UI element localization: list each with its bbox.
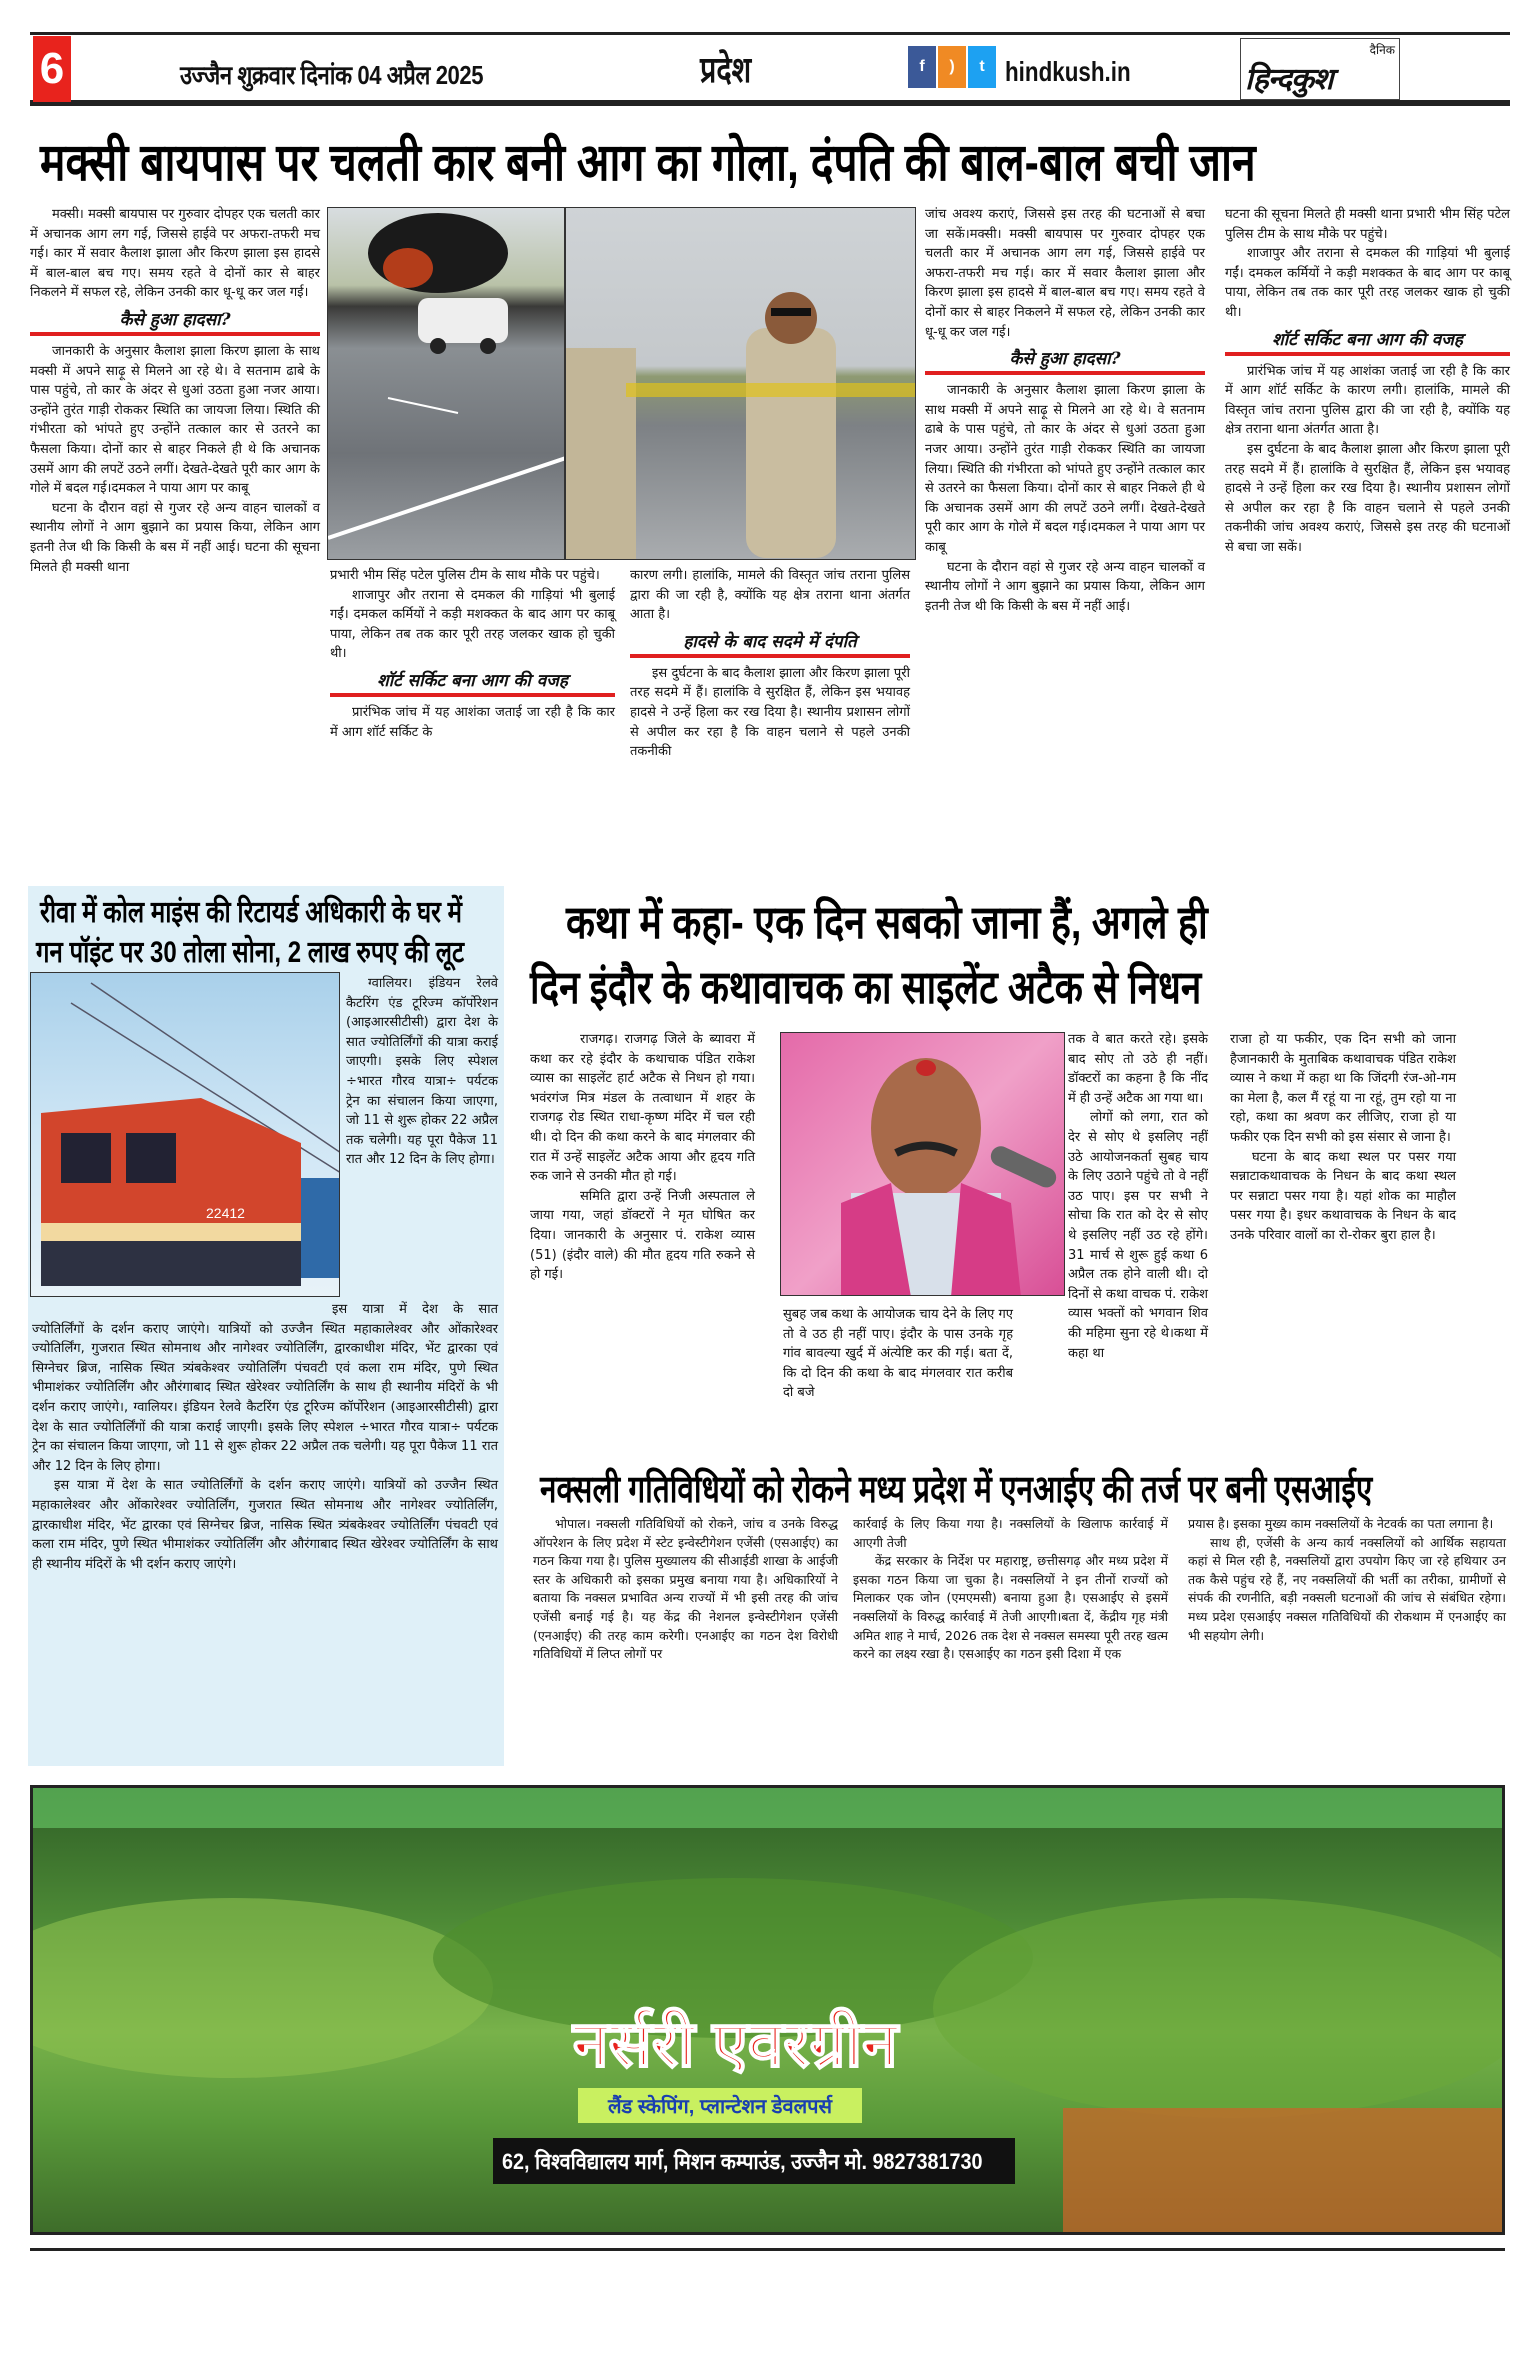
rss-icon[interactable]: )	[938, 46, 966, 88]
section-title: प्रदेश	[700, 49, 752, 90]
paragraph: कार्रवाई के लिए किया गया है। नक्सलियों के खिलाफ कार्रवाई में आएगी तेजी	[853, 1516, 1168, 1550]
paragraph: साथ ही, एजेंसी के अन्य कार्य नक्सलियों को आर्थिक सहायता कहां से मिल रही है, नक्सलियों द्वारा उपयोग किए जा रहे हथियार उन तक कैसे पहुंच रहे हैं, नए नक्सलियों की भर्ती का तरीका, ग्रामीणों से संपर्क की रणनीति, बड़ी नक्सली घटनाओं की जांच से संबंधित रहेगा। मध्य प्रदेश एसआईए नक्सल गतिविधियों की रोकथाम में एनआईए का भी सहयोग लेगी।	[1188, 1534, 1506, 1643]
paragraph: इस दुर्घटना के बाद कैलाश झाला और किरण झाला पूरी तरह सदमे में हैं। हालांकि वे सुरक्षित हैं, लेकिन इस भयावह हादसे ने उन्हें हिला कर रख दिया है। स्थानीय प्रशासन लोगों से अपील कर रहा है कि वाहन चलाने से पहले उनकी तकनीकी	[630, 665, 910, 760]
police-officer-photo	[565, 207, 916, 560]
kathavachak-photo	[780, 1032, 1065, 1296]
paragraph: राजगढ़। राजगढ़ जिले के ब्यावरा में कथा कर रहे इंदौर के कथाचाक पंडित राकेश व्यास का साइलेंट हार्ट अटैक से निधन हो गया। भवंरगंज मित्र मंडल के तत्वाधान में शहर के राजगढ़ रोड स्थित राधा-कृष्ण मंदिर में चल रही थी। दो दिन की कथा करने के बाद मंगलवार की रात में उन्हें साइलेंट अटैक आया और हृदय गति रुक जाने से उनकी मौत हो गई।	[530, 1032, 755, 1185]
story1-headline: मक्सी बायपास पर चलती कार बनी आग का गोला, दंपति की बाल-बाल बची जान	[40, 134, 1256, 192]
paragraph: प्रयास है। इसका मुख्य काम नक्सलियों के नेटवर्क का पता लगाना है।	[1188, 1516, 1494, 1531]
red-rule	[630, 654, 910, 658]
logo-small-text: दैनिक	[1369, 43, 1395, 57]
social-links	[908, 46, 996, 88]
nursery-advertisement[interactable]	[30, 1785, 1505, 2235]
story3-column-1	[530, 1030, 755, 1285]
paragraph: मक्सी। मक्सी बायपास पर गुरुवार दोपहर एक चलती कार में अचानक आग लग गई, जिससे हाईवे पर अफरा-तफरी मच गई। कार में सवार कैलाश झाला और किरण झाला इस हादसे में बाल-बाल बच गए। समय रहते वे दोनों कार से बाहर निकलने में सफल रहे, लेकिन उनकी कार धू-धू कर जल गई।	[30, 207, 320, 301]
subheading: शॉर्ट सर्किट बना आग की वजह	[1272, 329, 1463, 350]
red-rule	[1225, 352, 1510, 356]
car-fire-photo	[327, 207, 565, 560]
paragraph: इस दुर्घटना के बाद कैलाश झाला और किरण झाला पूरी तरह सदमे में हैं। हालांकि वे सुरक्षित हैं, लेकिन इस भयावह हादसे ने उन्हें हिला कर रख दिया है। स्थानीय प्रशासन लोगों से अपील कर रहा है कि वाहन चलाने से पहले उनकी तकनीकी जांच अवश्य कराएं, जिससे इस तरह की घटनाओं से बचा जा सकें।	[1225, 441, 1510, 555]
story4-column-2	[853, 1515, 1168, 1664]
subheading: शॉर्ट सर्किट बना आग की वजह	[377, 670, 568, 691]
story2-body	[32, 1300, 498, 1574]
story1-column-2	[330, 566, 615, 742]
red-rule	[925, 371, 1205, 375]
story4-column-3	[1188, 1515, 1506, 1645]
story1-column-3	[630, 566, 910, 762]
advert-address: 62, विश्वविद्यालय मार्ग, मिशन कम्पाउंड, उज्जैन मो. 9827381730	[493, 2138, 1015, 2184]
paragraph: जानकारी के अनुसार कैलाश झाला किरण झाला के साथ मक्सी में अपने साढ़ू से मिलने आ रहे थे। वे सतनाम ढाबे के पास पहुंचे, तो कार के अंदर से धुआं उठता हुआ नजर आया। उन्होंने तुरंत गाड़ी रोककर स्थिति का जायजा लिया। स्थिति की गंभीरता को भांपते हुए उन्होंने तत्काल कार से उतरने का फैसला किया। दोनों कार से बाहर निकले ही थे कि अचानक उसमें आग की लपटें उठने लगीं। देखते-देखते पूरी कार आग के गोले में बदल गई।दमकल ने पाया आग पर काबू	[30, 343, 320, 497]
paragraph: शाजापुर और तराना से दमकल की गाड़ियां भी बुलाई गईं। दमकल कर्मियों ने कड़ी मशक्कत के बाद आग पर काबू पाया, लेकिन तब तक कार पूरी तरह जलकर खाक हो चुकी थी।	[330, 587, 615, 662]
story2-side-column	[346, 974, 498, 1170]
train-illustration	[30, 972, 340, 1297]
burning-car-illustration	[328, 208, 565, 560]
story2-headline-line-2: गन पॉइंट पर 30 तोला सोना, 2 लाख रुपए की लूट	[36, 936, 465, 969]
train-drawing	[31, 973, 340, 1297]
paragraph: प्रभारी भीम सिंह पटेल पुलिस टीम के साथ मौके पर पहुंचे।	[330, 568, 600, 583]
story3-headline-line-1: कथा में कहा- एक दिन सबको जाना हैं, अगले ही	[566, 896, 1208, 948]
paragraph: राजा हो या फकीर, एक दिन सभी को जाना हैजानकारी के मुताबिक कथावाचक पंडित राकेश व्यास ने कथा में कहा था कि जिंदगी रंज-ओ-गम का मेला है, कल मैं रहूं या ना रहूं, तुम रहो या ना रहो, कथा का श्रवण कर लीजिए, राजा हो या फकीर एक दिन सभी को इस संसार से जाना है।	[1230, 1032, 1456, 1145]
paragraph: इस यात्रा में देश के सात ज्योतिर्लिंगों के दर्शन कराए जाएंगे। यात्रियों को उज्जैन स्थित महाकालेश्वर और ओंकारेश्वर ज्योतिर्लिंग, गुजरात स्थित सोमनाथ और नागेश्वर ज्योतिर्लिंग, द्वारकाधीश मंदिर, भेंट द्वारका एवं सिग्नेचर ब्रिज, नासिक स्थित त्र्यंबकेश्वर ज्योतिर्लिंग पंचवटी एवं कला राम मंदिर, पुणे स्थित भीमाशंकर ज्योतिर्लिंग और औरंगाबाद स्थित खेरेश्वर ज्योतिर्लिंग के साथ ही स्थानीय मंदिरों के भी दर्शन कराए जाएंगे।, ग्वालियर। इंडियन रेलवे कैटरिंग एंड टूरिज्म कॉर्पोरेशन (आइआरसीटीसी) द्वारा देश के सात ज्योतिर्लिंगों की यात्रा कराई जाएगी। इसके लिए स्पेशल ÷भारत गौरव यात्रा÷ पर्यटक ट्रेन का संचालन किया जाएगा, जो 11 से शुरू होकर 22 अप्रैल तक चलेगी। यह पूरा पैकेज 11 रात और 12 दिन के लिए होगा।	[32, 1302, 498, 1474]
paragraph: समिति द्वारा उन्हें निजी अस्पताल ले जाया गया, जहां डॉक्टरों ने मृत घोषित कर दिया। जानकारी के अनुसार पं. राकेश व्यास (51) (इंदौर वाले) की मौत हृदय गति रुकने से हो गई।	[530, 1188, 755, 1283]
paragraph: शाजापुर और तराना से दमकल की गाड़ियां भी बुलाई गईं। दमकल कर्मियों ने कड़ी मशक्कत के बाद आग पर काबू पाया, लेकिन तब तक कार पूरी तरह जलकर खाक हो चुकी थी।	[1225, 246, 1510, 320]
paragraph: सुबह जब कथा के आयोजक चाय देने के लिए गए तो वे उठ ही नहीं पाए। इंदौर के पास उनके गृह गांव बावल्या खुर्द में अंत्येष्टि कर की गई। बता दें, कि दो दिन की कथा के बाद मंगलवार रात करीब दो बजे	[783, 1307, 1013, 1401]
website-link[interactable]: hindkush.in	[1005, 56, 1131, 87]
story3-column-3	[1068, 1030, 1208, 1363]
story2-headline-line-1: रीवा में कोल माइंस की रिटायर्ड अधिकारी के घर में	[40, 896, 462, 929]
red-rule	[30, 332, 320, 336]
story3-column-2	[783, 1305, 1013, 1403]
page-number: 6	[33, 36, 71, 102]
paragraph: भोपाल। नक्सली गतिविधियों को रोकने, जांच व उनके विरुद्ध ऑपरेशन के लिए प्रदेश में स्टेट इन्वेस्टीगेशन एजेंसी (एसआईए) का गठन किया गया है। पुलिस मुख्यालय की सीआईडी शाखा के आईजी स्तर के अधिकारी को इसका प्रमुख बनाया गया है। अधिकारियों ने बताया कि नक्सल प्रभावित अन्य राज्यों में भी इसी तरह की जांच एजेंसी बनाई गई है। यह केंद्र की नेशनल इन्वेस्टीगेशन एजेंसी (एनआईए) की तरह काम करेगी। एनआईए का गठन देश विरोधी गतिविधियों में लिप्त लोगों पर	[533, 1516, 838, 1662]
story3-column-4	[1230, 1030, 1456, 1246]
paragraph: प्रारंभिक जांच में यह आशंका जताई जा रही है कि कार में आग शॉर्ट सर्किट के	[330, 704, 615, 740]
story4-headline: नक्सली गतिविधियों को रोकने मध्य प्रदेश में एनआईए की तर्ज पर बनी एसआईए	[540, 1469, 1373, 1511]
logo-main-text: हिन्दकुश	[1245, 62, 1333, 97]
advert-title: नर्सरी एवरग्रीन	[573, 2008, 898, 2080]
paragraph: जानकारी के अनुसार कैलाश झाला किरण झाला के साथ मक्सी में अपने साढ़ू से मिलने आ रहे थे। वे सतनाम ढाबे के पास पहुंचे, तो कार के अंदर से धुआं उठता हुआ नजर आया। उन्होंने तुरंत गाड़ी रोककर स्थिति का जायजा लिया। स्थिति की गंभीरता को भांपते हुए उन्होंने तत्काल कार से उतरने का फैसला किया। दोनों कार से बाहर निकले ही थे कि अचानक उसमें आग की लपटें उठने लगीं। देखते-देखते पूरी कार आग के गोले में बदल गई।दमकल ने पाया आग पर काबू	[925, 383, 1205, 555]
bottom-rule	[30, 2248, 1505, 2251]
paragraph: जांच अवश्य कराएं, जिससे इस तरह की घटनाओं से बचा जा सकें।मक्सी। मक्सी बायपास पर गुरुवार दोपहर एक चलती कार में अचानक आग लग गई, जिससे हाईवे पर अफरा-तफरी मच गई। कार में सवार कैलाश झाला और किरण झाला इस हादसे में बाल-बाल बच गए। समय रहते वे दोनों कार से बाहर निकलने में सफल रहे, लेकिन उनकी कार धू-धू कर जल गई।	[925, 207, 1205, 340]
kathavachak-portrait	[781, 1033, 1065, 1296]
story4-column-1	[533, 1515, 838, 1664]
paragraph: ग्वालियर। इंडियन रेलवे कैटरिंग एंड टूरिज्म कॉर्पोरेशन (आइआरसीटीसी) द्वारा देश के सात ज्योतिर्लिंगों की यात्रा कराई जाएगी। इसके लिए स्पेशल ÷भारत गौरव यात्रा÷ पर्यटक ट्रेन का संचालन किया जाएगा, जो 11 से शुरू होकर 22 अप्रैल तक चलेगी। यह पूरा पैकेज 11 रात और 12 दिन के लिए होगा।	[346, 976, 498, 1168]
newspaper-logo	[1240, 38, 1400, 100]
story1-column-4	[925, 205, 1205, 616]
police-officer-illustration	[566, 208, 916, 560]
paragraph: तक वे बात करते रहे। इसके बाद सोए तो उठे ही नहीं। डॉक्टरों का कहना है कि नींद में ही उन्हें अटैक आ गया था।	[1068, 1032, 1208, 1106]
train-number: 22412	[206, 1205, 245, 1221]
paragraph: कारण लगी। हालांकि, मामले की विस्तृत जांच तराना पुलिस द्वारा की जा रही है, क्योंकि यह क्षेत्र तराना थाना अंतर्गत आता है।	[630, 568, 910, 623]
subheading: हादसे के बाद सदमे में दंपति	[683, 631, 857, 652]
paragraph: लोगों को लगा, रात को देर से सोए थे इसलिए नहीं उठे आयोजनकर्ता सुबह चाय के लिए उठाने पहुंचे तो वे नहीं उठ पाए। इस पर सभी ने सोचा कि रात को देर से सोए थे इसलिए नहीं उठ रहे होंगे। 31 मार्च से शुरू हुई कथा 6 अप्रैल तक होने वाली थी। दो दिनों से कथा वाचक पं. राकेश व्यास भक्तों को भगवान शिव की महिमा सुना रहे थे।कथा में कहा था	[1068, 1110, 1208, 1361]
subheading: कैसे हुआ हादसा?	[1009, 349, 1121, 370]
twitter-icon[interactable]: t	[968, 46, 996, 88]
paragraph: प्रारंभिक जांच में यह आशंका जताई जा रही है कि कार में आग शॉर्ट सर्किट के कारण लगी। हालांकि, मामले की विस्तृत जांच तराना पुलिस द्वारा की जा रही है, क्योंकि यह क्षेत्र तराना थाना अंतर्गत आता है।	[1225, 363, 1510, 438]
advert-tagline: लैंड स्केपिंग, प्लान्टेशन डेवलपर्स	[578, 2088, 862, 2123]
red-rule	[330, 693, 615, 697]
paragraph: घटना के दौरान वहां से गुजर रहे अन्य वाहन चालकों व स्थानीय लोगों ने आग बुझाने का प्रयास किया, लेकिन आग इतनी तेज थी कि किसी के बस में नहीं आई। घटना की सूचना मिलते ही मक्सी थाना	[30, 500, 320, 575]
dateline: उज्जैन शुक्रवार दिनांक 04 अप्रैल 2025	[180, 60, 484, 90]
story3-headline-line-2: दिन इंदौर के कथावाचक का साइलेंट अटैक से निधन	[530, 961, 1202, 1013]
paragraph: घटना के बाद कथा स्थल पर पसर गया सन्नाटाकथावाचक के निधन के बाद कथा स्थल पर सन्नाटा पसर गया है। यहां शोक का माहौल पसर गया है। इधर कथावाचक के निधन के बाद उनके परिवार वालों का रो-रोकर बुरा हाल है।	[1230, 1149, 1456, 1243]
story1-column-1	[30, 205, 320, 577]
paragraph: केंद्र सरकार के निर्देश पर महाराष्ट्र, छत्तीसगढ़ और मध्य प्रदेश में इसका गठन किया जा चुका है। नक्सलियों ने इन तीनों राज्यों को मिलाकर एक जोन (एमएमसी) बनाया हुआ है। एसआईए से इसमें नक्सलियों के विरुद्ध कार्रवाई में तेजी आएगी।बता दें, केंद्रीय गृह मंत्री अमित शाह ने मार्च, 2026 तक देश से नक्सल समस्या पूरी तरह खत्म करने का लक्ष्य रखा है। एसआईए का गठन इसी दिशा में एक	[853, 1553, 1168, 1662]
paragraph: इस यात्रा में देश के सात ज्योतिर्लिंगों के दर्शन कराए जाएंगे। यात्रियों को उज्जैन स्थित महाकालेश्वर और ओंकारेश्वर ज्योतिर्लिंग, गुजरात स्थित सोमनाथ और नागेश्वर ज्योतिर्लिंग, द्वारकाधीश मंदिर, भेंट द्वारका एवं सिग्नेचर ब्रिज, नासिक स्थित त्र्यंबकेश्वर ज्योतिर्लिंग पंचवटी एवं कला राम मंदिर, पुणे स्थित भीमाशंकर ज्योतिर्लिंग और औरंगाबाद स्थित खेरेश्वर ज्योतिर्लिंग के साथ ही स्थानीय मंदिरों के भी दर्शन कराए जाएंगे।	[32, 1478, 498, 1572]
subheading: कैसे हुआ हादसा?	[119, 309, 231, 330]
facebook-icon[interactable]: f	[908, 46, 936, 88]
paragraph: घटना की सूचना मिलते ही मक्सी थाना प्रभारी भीम सिंह पटेल पुलिस टीम के साथ मौके पर पहुंचे।	[1225, 207, 1510, 242]
story1-column-5	[1225, 205, 1510, 558]
paragraph: घटना के दौरान वहां से गुजर रहे अन्य वाहन चालकों व स्थानीय लोगों ने आग बुझाने का प्रयास किया, लेकिन आग इतनी तेज थी कि किसी के बस में नहीं आई।	[925, 559, 1205, 614]
